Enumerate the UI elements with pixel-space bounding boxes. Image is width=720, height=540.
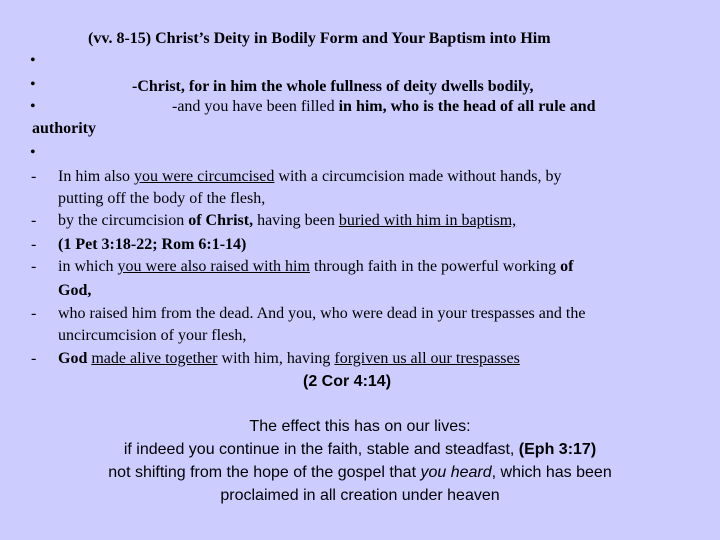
effect-line-3: proclaimed in all creation under heaven — [220, 487, 500, 504]
text: In him also — [58, 168, 134, 185]
underlined-text: made alive together — [91, 350, 218, 367]
text: not shifting from the hope of the gospel that — [108, 464, 421, 481]
underlined-text: you were also raised with him — [117, 258, 310, 275]
text: through faith in the powerful working — [309, 258, 561, 275]
dash: - — [31, 236, 37, 253]
bullet: • — [30, 98, 36, 115]
text: if indeed you continue in the faith, stable and steadfast, — [123, 441, 519, 458]
cor-reference: (2 Cor 4:14) — [303, 373, 392, 390]
text: having been — [253, 212, 339, 229]
text: in which — [58, 258, 118, 275]
filled-text-bold: in him, who is the head of all rule and — [338, 98, 596, 115]
dash: - — [31, 168, 37, 185]
dash: - — [31, 350, 37, 367]
effect-line-1 — [0, 441, 720, 459]
text: with a circumcision made without hands, by — [274, 168, 562, 185]
dash: - — [31, 212, 37, 229]
verse-12-line — [58, 212, 516, 230]
page-title: (vv. 8-15) Christ’s Deity in Bodily Form and Your Baptism into Him — [88, 30, 551, 47]
bullet: • — [30, 76, 36, 93]
verse-12b-cont: God, — [58, 282, 92, 299]
verse-13-cont: uncircumcision of your flesh, — [58, 327, 247, 344]
verse-13b-line — [58, 350, 520, 368]
effect-heading: The effect this has on our lives: — [249, 418, 471, 435]
bold-text: (Eph 3:17) — [518, 441, 597, 458]
text: with him, having — [217, 350, 335, 367]
effect-line-2 — [0, 464, 720, 482]
text: , which has been — [491, 464, 612, 481]
bullet: • — [30, 52, 36, 69]
underlined-text: buried with him in baptism, — [338, 212, 517, 229]
bold-text: God — [58, 350, 92, 367]
cross-reference: (1 Pet 3:18-22; Rom 6:1-14) — [58, 236, 247, 253]
text: by the circumcision — [58, 212, 189, 229]
authority-line: authority — [32, 120, 96, 137]
bold-text: of — [560, 258, 574, 275]
verse-13-line: who raised him from the dead. And you, who were dead in your trespasses and the — [58, 305, 586, 322]
bold-text: of Christ, — [188, 212, 254, 229]
dash: - — [31, 305, 37, 322]
filled-line — [172, 98, 596, 116]
italic-text: you heard — [420, 464, 492, 481]
underlined-text: you were circumcised — [134, 168, 275, 185]
filled-text: -and you have been filled — [172, 98, 339, 115]
verse-12b-line — [58, 258, 573, 276]
dash: - — [31, 258, 37, 275]
underlined-text: forgiven us all our trespasses — [334, 350, 520, 367]
verse-11-cont: putting off the body of the flesh, — [58, 190, 266, 207]
christ-line: -Christ, for in him the whole fullness of deity dwells bodily, — [132, 78, 534, 95]
bullet: • — [30, 144, 36, 161]
verse-11-line — [58, 168, 561, 186]
